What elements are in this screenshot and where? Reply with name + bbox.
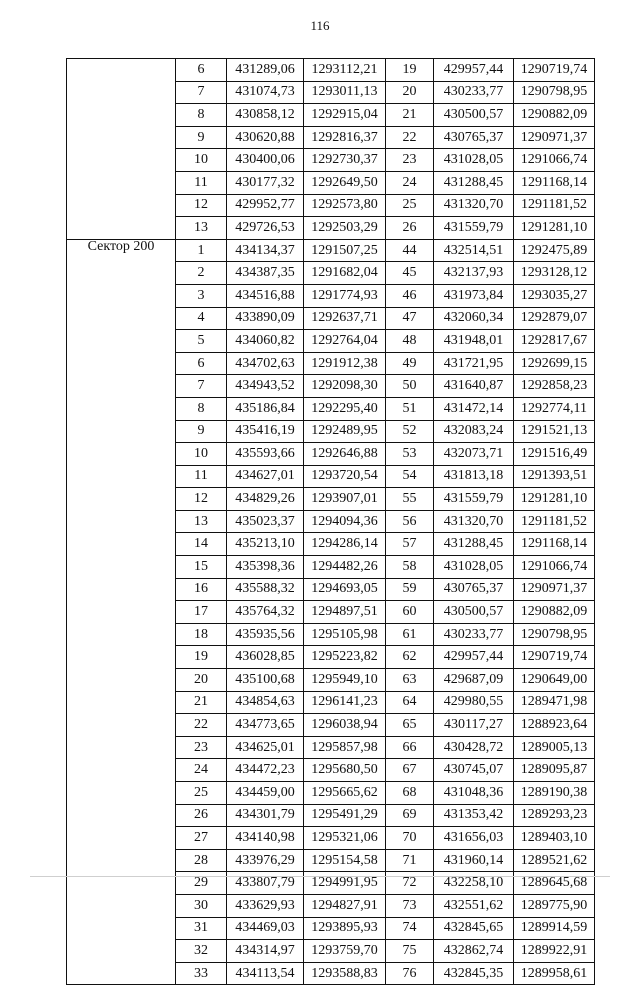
table-cell: 22 bbox=[176, 714, 227, 737]
table-cell: 60 bbox=[386, 601, 434, 624]
table-cell: 4 bbox=[176, 307, 227, 330]
table-cell: 3 bbox=[176, 284, 227, 307]
table-cell: 1289914,59 bbox=[514, 917, 595, 940]
sector-label: Сектор 200 bbox=[67, 239, 176, 985]
table-cell: 68 bbox=[386, 782, 434, 805]
table-cell: 432258,10 bbox=[434, 872, 514, 895]
table-cell: 435100,68 bbox=[227, 669, 304, 692]
table-cell: 63 bbox=[386, 669, 434, 692]
table-cell: 431472,14 bbox=[434, 397, 514, 420]
table-cell: 8 bbox=[176, 397, 227, 420]
table-cell: 429980,55 bbox=[434, 691, 514, 714]
table-cell: 1291181,52 bbox=[514, 194, 595, 217]
table-cell: 72 bbox=[386, 872, 434, 895]
table-cell: 10 bbox=[176, 149, 227, 172]
table-cell: 432845,65 bbox=[434, 917, 514, 940]
table-cell: 1288923,64 bbox=[514, 714, 595, 737]
table-cell: 434113,54 bbox=[227, 962, 304, 985]
table-cell: 1291281,10 bbox=[514, 488, 595, 511]
coordinates-table bbox=[66, 58, 595, 985]
table-cell: 434829,26 bbox=[227, 488, 304, 511]
table-cell: 1295491,29 bbox=[304, 804, 386, 827]
table-cell: 1289922,91 bbox=[514, 940, 595, 963]
table-cell: 1292098,30 bbox=[304, 375, 386, 398]
table-cell: 61 bbox=[386, 623, 434, 646]
table-cell: 1292879,07 bbox=[514, 307, 595, 330]
table-cell: 12 bbox=[176, 194, 227, 217]
table-cell: 67 bbox=[386, 759, 434, 782]
table-cell: 7 bbox=[176, 81, 227, 104]
table-cell: 1292637,71 bbox=[304, 307, 386, 330]
table-cell: 435764,32 bbox=[227, 601, 304, 624]
table-cell: 1290882,09 bbox=[514, 104, 595, 127]
table-cell: 1291066,74 bbox=[514, 556, 595, 579]
table-cell: 21 bbox=[176, 691, 227, 714]
table-cell: 435935,56 bbox=[227, 623, 304, 646]
table-cell: 435398,36 bbox=[227, 556, 304, 579]
table-cell: 7 bbox=[176, 375, 227, 398]
table-cell: 27 bbox=[176, 827, 227, 850]
table-cell: 53 bbox=[386, 443, 434, 466]
table-cell: 432083,24 bbox=[434, 420, 514, 443]
table-cell: 1289521,62 bbox=[514, 849, 595, 872]
table-cell: 432073,71 bbox=[434, 443, 514, 466]
table-cell: 2 bbox=[176, 262, 227, 285]
table-cell: 430500,57 bbox=[434, 601, 514, 624]
table-cell: 71 bbox=[386, 849, 434, 872]
table-cell: 432862,74 bbox=[434, 940, 514, 963]
table-cell: 24 bbox=[386, 171, 434, 194]
table-cell: 1292489,95 bbox=[304, 420, 386, 443]
table-cell: 430117,27 bbox=[434, 714, 514, 737]
table-cell: 11 bbox=[176, 171, 227, 194]
table-cell: 1292649,50 bbox=[304, 171, 386, 194]
table-cell: 57 bbox=[386, 533, 434, 556]
table-cell: 1292858,23 bbox=[514, 375, 595, 398]
table-cell: 431559,79 bbox=[434, 217, 514, 240]
table-cell: 1289095,87 bbox=[514, 759, 595, 782]
table-cell: 25 bbox=[386, 194, 434, 217]
table-cell: 435023,37 bbox=[227, 510, 304, 533]
table-cell: 431289,06 bbox=[227, 59, 304, 82]
table-cell: 431353,42 bbox=[434, 804, 514, 827]
table-cell: 434854,63 bbox=[227, 691, 304, 714]
table-row bbox=[67, 239, 595, 262]
table-cell: 1291521,13 bbox=[514, 420, 595, 443]
table-cell: 64 bbox=[386, 691, 434, 714]
table-cell: 1295105,98 bbox=[304, 623, 386, 646]
table-cell: 431813,18 bbox=[434, 465, 514, 488]
table-cell: 32 bbox=[176, 940, 227, 963]
table-cell: 1292764,04 bbox=[304, 330, 386, 353]
table-cell: 1289293,23 bbox=[514, 804, 595, 827]
table-cell: 19 bbox=[386, 59, 434, 82]
table-cell: 434301,79 bbox=[227, 804, 304, 827]
table-cell: 1289645,68 bbox=[514, 872, 595, 895]
table-cell: 1292475,89 bbox=[514, 239, 595, 262]
table-cell: 430428,72 bbox=[434, 736, 514, 759]
table-cell: 1290719,74 bbox=[514, 646, 595, 669]
table-cell: 433976,29 bbox=[227, 849, 304, 872]
table-cell: 432060,34 bbox=[434, 307, 514, 330]
table-cell: 44 bbox=[386, 239, 434, 262]
table-cell: 431028,05 bbox=[434, 149, 514, 172]
table-cell: 431288,45 bbox=[434, 533, 514, 556]
table-cell: 69 bbox=[386, 804, 434, 827]
table-cell: 1293035,27 bbox=[514, 284, 595, 307]
table-cell: 433629,93 bbox=[227, 894, 304, 917]
table-cell: 47 bbox=[386, 307, 434, 330]
table-cell: 46 bbox=[386, 284, 434, 307]
table-cell: 15 bbox=[176, 556, 227, 579]
table-cell: 432551,62 bbox=[434, 894, 514, 917]
table-cell: 23 bbox=[176, 736, 227, 759]
table-cell: 434387,35 bbox=[227, 262, 304, 285]
table-cell: 6 bbox=[176, 59, 227, 82]
table-cell: 1294991,95 bbox=[304, 872, 386, 895]
table-cell: 1292817,67 bbox=[514, 330, 595, 353]
table-cell: 432514,51 bbox=[434, 239, 514, 262]
table-cell: 435416,19 bbox=[227, 420, 304, 443]
table-cell: 16 bbox=[176, 578, 227, 601]
table-cell: 1292295,40 bbox=[304, 397, 386, 420]
table-cell: 50 bbox=[386, 375, 434, 398]
table-cell: 431048,36 bbox=[434, 782, 514, 805]
table-cell: 55 bbox=[386, 488, 434, 511]
table-cell: 26 bbox=[386, 217, 434, 240]
table-cell: 22 bbox=[386, 126, 434, 149]
table-cell: 21 bbox=[386, 104, 434, 127]
table-cell: 8 bbox=[176, 104, 227, 127]
table-cell: 1289775,90 bbox=[514, 894, 595, 917]
table-cell: 1293588,83 bbox=[304, 962, 386, 985]
table-cell: 49 bbox=[386, 352, 434, 375]
table-cell: 1293907,01 bbox=[304, 488, 386, 511]
table-cell: 1293011,13 bbox=[304, 81, 386, 104]
table-cell: 10 bbox=[176, 443, 227, 466]
table-cell: 1292503,29 bbox=[304, 217, 386, 240]
table-cell: 1293112,21 bbox=[304, 59, 386, 82]
table-cell: 430620,88 bbox=[227, 126, 304, 149]
table-cell: 1290882,09 bbox=[514, 601, 595, 624]
page-number: 116 bbox=[310, 18, 330, 33]
table-cell: 429687,09 bbox=[434, 669, 514, 692]
table-cell: 1293720,54 bbox=[304, 465, 386, 488]
table-cell: 18 bbox=[176, 623, 227, 646]
table-cell: 11 bbox=[176, 465, 227, 488]
table-cell: 1293895,93 bbox=[304, 917, 386, 940]
table-cell: 429952,77 bbox=[227, 194, 304, 217]
table-cell: 429957,44 bbox=[434, 646, 514, 669]
table-cell: 430233,77 bbox=[434, 81, 514, 104]
table-cell: 1289958,61 bbox=[514, 962, 595, 985]
sector-cell-continued bbox=[67, 59, 176, 240]
table-cell: 431960,14 bbox=[434, 849, 514, 872]
table-cell: 6 bbox=[176, 352, 227, 375]
table-cell: 434140,98 bbox=[227, 827, 304, 850]
table-cell: 1295321,06 bbox=[304, 827, 386, 850]
table-cell: 1292573,80 bbox=[304, 194, 386, 217]
table-cell: 1289190,38 bbox=[514, 782, 595, 805]
table-cell: 45 bbox=[386, 262, 434, 285]
table-cell: 435588,32 bbox=[227, 578, 304, 601]
table-cell: 1291912,38 bbox=[304, 352, 386, 375]
table-cell: 1291682,04 bbox=[304, 262, 386, 285]
table-cell: 33 bbox=[176, 962, 227, 985]
table-cell: 1292699,15 bbox=[514, 352, 595, 375]
table-cell: 65 bbox=[386, 714, 434, 737]
table-cell: 430400,06 bbox=[227, 149, 304, 172]
table-cell: 1295949,10 bbox=[304, 669, 386, 692]
table-cell: 434516,88 bbox=[227, 284, 304, 307]
table-cell: 433890,09 bbox=[227, 307, 304, 330]
table-row bbox=[67, 59, 595, 82]
table-cell: 434459,00 bbox=[227, 782, 304, 805]
table-cell: 75 bbox=[386, 940, 434, 963]
table-cell: 74 bbox=[386, 917, 434, 940]
table-cell: 430177,32 bbox=[227, 171, 304, 194]
table-cell: 1291181,52 bbox=[514, 510, 595, 533]
table-cell: 434134,37 bbox=[227, 239, 304, 262]
table-cell: 1294897,51 bbox=[304, 601, 386, 624]
table-cell: 1295154,58 bbox=[304, 849, 386, 872]
table-cell: 431074,73 bbox=[227, 81, 304, 104]
table-cell: 70 bbox=[386, 827, 434, 850]
table-cell: 430233,77 bbox=[434, 623, 514, 646]
table-cell: 28 bbox=[176, 849, 227, 872]
table-cell: 1291393,51 bbox=[514, 465, 595, 488]
table-cell: 430765,37 bbox=[434, 578, 514, 601]
table-cell: 48 bbox=[386, 330, 434, 353]
table-cell: 1290649,00 bbox=[514, 669, 595, 692]
table-cell: 434627,01 bbox=[227, 465, 304, 488]
table-cell: 9 bbox=[176, 126, 227, 149]
table-cell: 1291168,14 bbox=[514, 533, 595, 556]
table-cell: 431656,03 bbox=[434, 827, 514, 850]
table-cell: 431559,79 bbox=[434, 488, 514, 511]
table-cell: 1295223,82 bbox=[304, 646, 386, 669]
table-cell: 1291774,93 bbox=[304, 284, 386, 307]
table-cell: 1290719,74 bbox=[514, 59, 595, 82]
table-cell: 1290971,37 bbox=[514, 126, 595, 149]
footer-rule bbox=[30, 876, 610, 877]
table-cell: 431948,01 bbox=[434, 330, 514, 353]
table-cell: 1 bbox=[176, 239, 227, 262]
table-cell: 1291066,74 bbox=[514, 149, 595, 172]
table-cell: 434060,82 bbox=[227, 330, 304, 353]
table-cell: 1294827,91 bbox=[304, 894, 386, 917]
table-cell: 19 bbox=[176, 646, 227, 669]
table-cell: 12 bbox=[176, 488, 227, 511]
table-cell: 431721,95 bbox=[434, 352, 514, 375]
table-cell: 29 bbox=[176, 872, 227, 895]
table-cell: 1290798,95 bbox=[514, 623, 595, 646]
table-cell: 1290798,95 bbox=[514, 81, 595, 104]
table-cell: 429957,44 bbox=[434, 59, 514, 82]
table-cell: 30 bbox=[176, 894, 227, 917]
table-cell: 20 bbox=[386, 81, 434, 104]
table-cell: 433807,79 bbox=[227, 872, 304, 895]
table-cell: 13 bbox=[176, 510, 227, 533]
table-cell: 13 bbox=[176, 217, 227, 240]
table-cell: 436028,85 bbox=[227, 646, 304, 669]
table-cell: 1294482,26 bbox=[304, 556, 386, 579]
table-cell: 434943,52 bbox=[227, 375, 304, 398]
table-cell: 1291168,14 bbox=[514, 171, 595, 194]
table-cell: 1292774,11 bbox=[514, 397, 595, 420]
table-cell: 5 bbox=[176, 330, 227, 353]
table-cell: 434773,65 bbox=[227, 714, 304, 737]
table-cell: 56 bbox=[386, 510, 434, 533]
table-cell: 20 bbox=[176, 669, 227, 692]
table-cell: 1290971,37 bbox=[514, 578, 595, 601]
table-cell: 73 bbox=[386, 894, 434, 917]
table-cell: 434469,03 bbox=[227, 917, 304, 940]
table-cell: 9 bbox=[176, 420, 227, 443]
table-cell: 1294693,05 bbox=[304, 578, 386, 601]
table-cell: 431320,70 bbox=[434, 510, 514, 533]
table-cell: 1292915,04 bbox=[304, 104, 386, 127]
table-cell: 435186,84 bbox=[227, 397, 304, 420]
table-cell: 1289471,98 bbox=[514, 691, 595, 714]
table-cell: 431640,87 bbox=[434, 375, 514, 398]
table-cell: 431973,84 bbox=[434, 284, 514, 307]
table-cell: 58 bbox=[386, 556, 434, 579]
table-cell: 429726,53 bbox=[227, 217, 304, 240]
table-cell: 17 bbox=[176, 601, 227, 624]
table-cell: 1296038,94 bbox=[304, 714, 386, 737]
table-cell: 1289005,13 bbox=[514, 736, 595, 759]
table-cell: 23 bbox=[386, 149, 434, 172]
table-cell: 1296141,23 bbox=[304, 691, 386, 714]
table-cell: 435593,66 bbox=[227, 443, 304, 466]
table-cell: 431320,70 bbox=[434, 194, 514, 217]
table-cell: 62 bbox=[386, 646, 434, 669]
table-cell: 59 bbox=[386, 578, 434, 601]
table-cell: 66 bbox=[386, 736, 434, 759]
table-cell: 14 bbox=[176, 533, 227, 556]
table-cell: 1289403,10 bbox=[514, 827, 595, 850]
table-cell: 432137,93 bbox=[434, 262, 514, 285]
table-cell: 1291507,25 bbox=[304, 239, 386, 262]
table-cell: 1292730,37 bbox=[304, 149, 386, 172]
table-cell: 51 bbox=[386, 397, 434, 420]
table-cell: 434625,01 bbox=[227, 736, 304, 759]
table-cell: 1292816,37 bbox=[304, 126, 386, 149]
table-cell: 430745,07 bbox=[434, 759, 514, 782]
table-cell: 434314,97 bbox=[227, 940, 304, 963]
table-cell: 1293759,70 bbox=[304, 940, 386, 963]
table-cell: 430858,12 bbox=[227, 104, 304, 127]
table-cell: 1291281,10 bbox=[514, 217, 595, 240]
table-cell: 25 bbox=[176, 782, 227, 805]
table-cell: 434702,63 bbox=[227, 352, 304, 375]
table-cell: 430765,37 bbox=[434, 126, 514, 149]
table-cell: 432845,35 bbox=[434, 962, 514, 985]
table-cell: 54 bbox=[386, 465, 434, 488]
table-cell: 1294094,36 bbox=[304, 510, 386, 533]
table-cell: 1295857,98 bbox=[304, 736, 386, 759]
table-cell: 430500,57 bbox=[434, 104, 514, 127]
table-cell: 1294286,14 bbox=[304, 533, 386, 556]
table-cell: 1292646,88 bbox=[304, 443, 386, 466]
table-cell: 1293128,12 bbox=[514, 262, 595, 285]
table-cell: 431288,45 bbox=[434, 171, 514, 194]
table-cell: 1295665,62 bbox=[304, 782, 386, 805]
table-cell: 26 bbox=[176, 804, 227, 827]
table-cell: 431028,05 bbox=[434, 556, 514, 579]
table-cell: 1295680,50 bbox=[304, 759, 386, 782]
table-cell: 434472,23 bbox=[227, 759, 304, 782]
table-cell: 1291516,49 bbox=[514, 443, 595, 466]
table-cell: 76 bbox=[386, 962, 434, 985]
table-cell: 52 bbox=[386, 420, 434, 443]
table-cell: 24 bbox=[176, 759, 227, 782]
table-cell: 31 bbox=[176, 917, 227, 940]
table-cell: 435213,10 bbox=[227, 533, 304, 556]
